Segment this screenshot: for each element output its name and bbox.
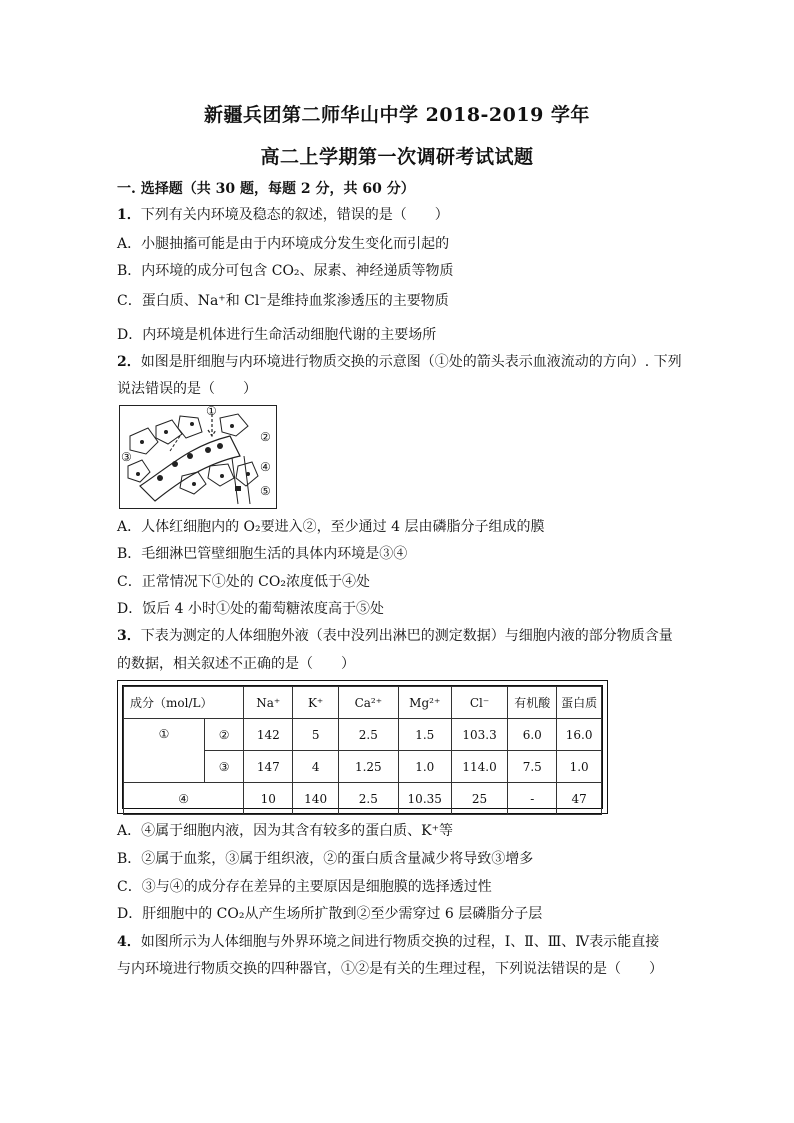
question-number: 1． (117, 207, 141, 223)
table-cell: 6.0 (508, 719, 557, 751)
q4-stem-line1: 4．如图所示为人体细胞与外界环境之间进行物质交换的过程，Ⅰ、Ⅱ、Ⅲ、Ⅳ表示能直接 (117, 934, 660, 950)
table-cell: 2.5 (339, 783, 399, 815)
ion-concentration-table (117, 680, 608, 814)
q1-option-a: A．小腿抽搐可能是由于内环境成分发生变化而引起的 (117, 236, 450, 252)
diagram-label-1: ① (206, 404, 217, 418)
table-row-label: ② (204, 719, 243, 751)
exam-title-line2: 高二上学期第一次调研考试试题 (260, 146, 534, 168)
table-cell: 140 (293, 783, 339, 815)
exam-title-line1: 新疆兵团第二师华山中学 2018-2019 学年 (204, 104, 590, 126)
q1-stem: 1．下列有关内环境及稳态的叙述，错误的是（ ） (117, 207, 449, 223)
table-header-cell: Na⁺ (244, 687, 293, 719)
q3-option-d: D．肝细胞中的 CO₂从产生场所扩散到②至少需穿过 6 层磷脂分子层 (117, 906, 543, 922)
table-header-cell: 有机酸 (508, 687, 557, 719)
table-row (124, 783, 602, 815)
table-header-component: 成分（mol/L） (124, 687, 244, 719)
table-cell: 25 (451, 783, 507, 815)
q3-option-c: C．③与④的成分存在差异的主要原因是细胞膜的选择透过性 (117, 879, 492, 895)
table-header-cell: Mg²⁺ (398, 687, 451, 719)
table-row-label: ③ (204, 751, 243, 783)
liver-cell-diagram (119, 405, 277, 509)
table-cell: 1.0 (557, 751, 602, 783)
diagram-label-4: ④ (260, 460, 271, 474)
q2-stem-line2: 说法错误的是（ ） (117, 381, 257, 397)
liver-cell-diagram-svg (120, 406, 275, 507)
table-cell: 147 (244, 751, 293, 783)
q3-option-b: B．②属于血浆，③属于组织液，②的蛋白质含量减少将导致③增多 (117, 851, 534, 867)
table-cell: 5 (293, 719, 339, 751)
table-cell: 10 (244, 783, 293, 815)
q2-option-c: C．正常情况下①处的 CO₂浓度低于④处 (117, 574, 370, 590)
q1-option-b: B．内环境的成分可包含 CO₂、尿素、神经递质等物质 (117, 263, 454, 279)
q3-stem-line2: 的数据，相关叙述不正确的是（ ） (117, 656, 355, 672)
ion-table-grid (123, 686, 602, 815)
table-header-cell: 蛋白质 (557, 687, 602, 719)
table-cell: 1.0 (398, 751, 451, 783)
question-number: 3． (117, 628, 141, 644)
table-group-label: ① (124, 719, 205, 783)
table-cell: 4 (293, 751, 339, 783)
table-row (124, 719, 602, 751)
diagram-label-5: ⑤ (260, 484, 271, 498)
table-header-cell: K⁺ (293, 687, 339, 719)
section-heading: 一. 选择题（共 30 题，每题 2 分，共 60 分） (117, 181, 415, 197)
table-cell: 142 (244, 719, 293, 751)
diagram-label-2: ② (260, 430, 271, 444)
table-cell: 103.3 (451, 719, 507, 751)
q3-option-a: A．④属于细胞内液，因为其含有较多的蛋白质、K⁺等 (117, 823, 453, 839)
q2-option-a: A．人体红细胞内的 O₂要进入②，至少通过 4 层由磷脂分子组成的膜 (117, 519, 545, 535)
table-row-label: ④ (124, 783, 244, 815)
table-header-cell: Cl⁻ (451, 687, 507, 719)
table-cell: 2.5 (339, 719, 399, 751)
table-cell: 16.0 (557, 719, 602, 751)
table-cell: 10.35 (398, 783, 451, 815)
q3-stem-line1: 3．下表为测定的人体细胞外液（表中没列出淋巴的测定数据）与细胞内液的部分物质含量 (117, 628, 673, 644)
table-cell: - (508, 783, 557, 815)
q1-option-d: D．内环境是机体进行生命活动细胞代谢的主要场所 (117, 327, 437, 343)
table-cell: 1.5 (398, 719, 451, 751)
table-header-cell: Ca²⁺ (339, 687, 399, 719)
q2-option-b: B．毛细淋巴管壁细胞生活的具体内环境是③④ (117, 546, 408, 562)
diagram-label-3: ③ (121, 450, 132, 464)
q2-stem-line1: 2．如图是肝细胞与内环境进行物质交换的示意图（①处的箭头表示血液流动的方向）. 下列 (117, 354, 682, 370)
q2-option-d: D．饭后 4 小时①处的葡萄糖浓度高于⑤处 (117, 601, 385, 617)
table-header-row (124, 687, 602, 719)
question-number: 4． (117, 934, 141, 950)
table-cell: 47 (557, 783, 602, 815)
q1-option-c: C．蛋白质、Na⁺和 Cl⁻是维持血浆渗透压的主要物质 (117, 293, 449, 309)
table-cell: 7.5 (508, 751, 557, 783)
table-cell: 114.0 (451, 751, 507, 783)
q4-stem-line2: 与内环境进行物质交换的四种器官，①②是有关的生理过程，下列说法错误的是（ ） (117, 961, 663, 977)
table-cell: 1.25 (339, 751, 399, 783)
question-number: 2． (117, 354, 141, 370)
